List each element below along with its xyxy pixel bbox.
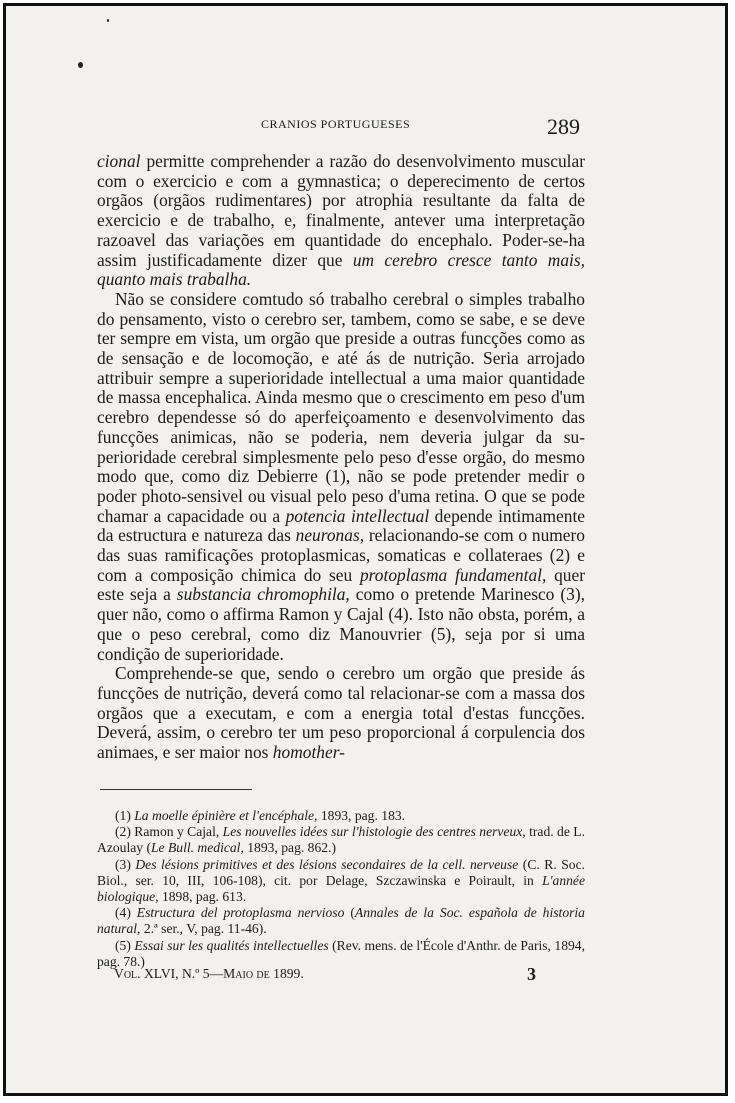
text-run: permitte comprehender a razão do desenvolvimento muscular com o exercicio e com a gymnastica; o deperecimento de certos orgãos (orgãos rudimentares) por atrophia resultante da falta de exercicio e de trabalho, e, finalmente, antever uma interpretação razoavel das variações em quantidade do encephalo. Poder-se-ha assim justificadamente dizer que	[97, 151, 585, 270]
footnote-number: (4)	[115, 905, 137, 921]
body-text	[97, 152, 585, 763]
italic-text: Les nouvelles idées sur l'histologie des centres nerveux,	[222, 824, 526, 840]
running-title: CRANIOS PORTUGUESES	[261, 117, 411, 131]
document-page	[3, 3, 728, 1096]
footnote-number: (1)	[115, 808, 135, 823]
text-run: Comprehende-se que, sendo o cerebro um orgão que preside ás funcções de nutrição, deverá como tal relacionar-se com a massa dos orgãos que a executam, e com a energia total d'estas funcções. Deverá, assim, o cerebro ter um peso proporcional á corpulencia dos animaes, e ser maior nos	[97, 663, 585, 763]
italic-text: substancia chromophila,	[176, 584, 350, 605]
text-run: quer este seja a	[97, 564, 585, 605]
italic-text: protoplasma fundamental,	[359, 564, 547, 585]
footnote	[97, 808, 585, 824]
text-run: (	[344, 905, 355, 921]
footnote-number: (3)	[115, 856, 136, 872]
italic-text: Estructura del protoplasma nervioso	[136, 905, 345, 921]
text-run: 1893, pag. 183.	[317, 808, 406, 823]
paragraph	[97, 290, 585, 664]
paragraph	[97, 152, 585, 290]
page-speck	[107, 19, 109, 22]
footnote-rule	[100, 789, 252, 790]
text-run: 1893, pag. 862.)	[243, 840, 336, 856]
text-run: (C. R. Soc. Biol., ser. 10, III, 106-108), cit. por Delage, Szczawinska e Poirault, in	[97, 856, 586, 888]
footnote-number: (5)	[115, 937, 135, 953]
volume-line: Vol. XLVI, N.º 5—Maio de 1899.	[114, 966, 304, 981]
italic-text: homother-	[272, 742, 345, 763]
footnote	[97, 857, 585, 906]
footnote	[97, 905, 585, 937]
text-run: (Rev. mens. de l'École d'Anthr. de Paris, 1894, pag. 78.)	[97, 937, 585, 969]
text-run: Ramon y Cajal,	[134, 824, 223, 840]
text-run: 2.ª ser., V, pag. 11-46).	[140, 921, 267, 937]
italic-text: neuronas,	[295, 525, 365, 546]
footnotes	[97, 808, 585, 970]
italic-text: Le Bull. medical,	[150, 840, 244, 856]
italic-text: L'année biologique,	[97, 872, 585, 905]
italic-text: Essai sur les qualités intellectuelles	[134, 937, 329, 953]
text-run: como o pretende Marinesco (3), quer não, como o affirma Ramon y Cajal (4). Isto não obsta, porém, a que o peso cerebral, como diz Manouvrier (5), seja por si uma condição de superioridade.	[97, 584, 585, 664]
sheet-signature-mark: 3	[527, 964, 536, 984]
italic-text: Des lésions primitives et des lésions secondaires de la cell. nerveuse	[135, 856, 519, 872]
italic-text: potencia intellectual	[285, 505, 430, 526]
paragraph	[97, 664, 585, 763]
text-run: relacionando-se com o numero das suas ramificações protoplasmicas, somaticas e collateraes (2) e com a composição chimica do seu	[97, 525, 585, 585]
text-run: 1898, pag. 613.	[158, 889, 247, 905]
footnote	[97, 824, 585, 856]
text-run: trad. de L. Azoulay (	[97, 824, 585, 856]
text-run: depende intimamente da estructura e natureza das	[97, 505, 585, 546]
text-run: Não se considere comtudo só trabalho cerebral o simples trabalho do pensamento, visto o cerebro ser, tambem, como se sabe, e se deve ter sempre em vista, um orgão que preside a outras funcções como as de sensação e de locomoção, e até ás de nutrição. Seria arrojado attribuir sempre a superioridade intellectual a uma maior quantidade de massa encephalica. Ainda mesmo que o crescimento em peso d'um cerebro dependesse só do aperfeiçoamento e desenvolvimento das funcções animicas, não se poderia, nem deveria julgar da superioridade cerebral simplesmente pelo peso d'esse orgão, do mesmo modo que, como diz Debierre (1), não se pode pretender medir o poder photo-sensivel ou visual pelo peso d'uma retina. O que se pode chamar a capacidade ou a	[97, 288, 585, 526]
footnote-number: (2)	[115, 824, 135, 840]
italic-text: La moelle épinière et l'encéphale,	[134, 808, 318, 823]
page-number: 289	[547, 114, 580, 139]
page-speck	[78, 62, 83, 68]
italic-text: um cerebro cresce tanto mais, quanto mais trabalha.	[97, 249, 586, 290]
italic-text: cional	[97, 151, 141, 171]
italic-text: Annales de la Soc. española de historia natural,	[97, 905, 585, 937]
